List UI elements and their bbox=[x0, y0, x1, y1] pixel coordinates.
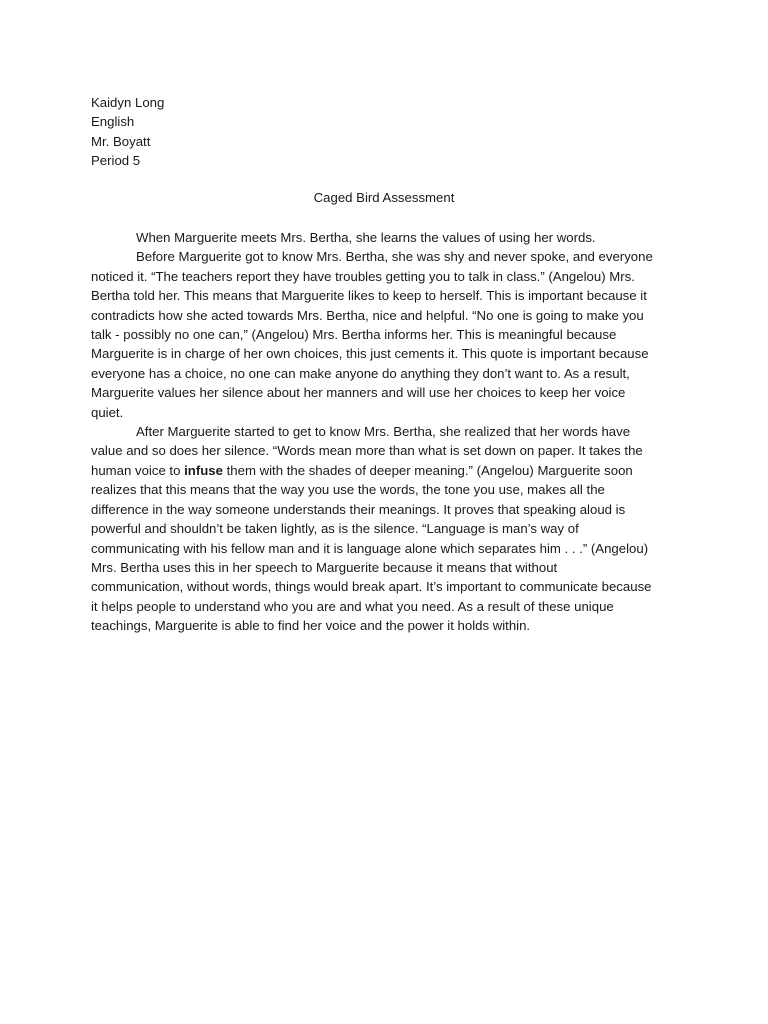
document-title: Caged Bird Assessment bbox=[313, 190, 455, 205]
text-line: Bertha told her. This means that Marguerite likes to keep to herself. This is important because it bbox=[91, 288, 647, 304]
text-line: it helps people to understand who you are and what you need. As a result of these unique bbox=[91, 598, 614, 614]
text-fragment: human voice to bbox=[91, 462, 185, 478]
paragraph-second-body bbox=[91, 422, 681, 635]
text-line: Marguerite values her silence about her manners and will use her choices to keep her voice bbox=[91, 385, 626, 401]
text-line: communicating with his fellow man and it is language alone which separates him . . .” (Angelou) bbox=[91, 540, 649, 556]
text-line: value and so does her silence. “Words mean more than what is set down on paper. It takes the bbox=[91, 443, 643, 459]
essay-body bbox=[91, 228, 681, 636]
text-line: noticed it. “The teachers report they have troubles getting you to talk in class.” (Angelou) Mrs. bbox=[91, 268, 635, 284]
text-line: quiet. bbox=[91, 404, 124, 420]
text-line: contradicts how she acted towards Mrs. Bertha, nice and helpful. “No one is going to make you bbox=[91, 307, 644, 323]
text-line: After Marguerite started to get to know Mrs. Bertha, she realized that her words have bbox=[136, 424, 631, 440]
text-line: powerful and shouldn’t be taken lightly, as is the silence. “Language is man’s way of bbox=[91, 521, 579, 537]
text-line: difference in the way someone understands their meanings. It proves that speaking aloud is bbox=[91, 501, 626, 517]
text-line: communication, without words, things would break apart. It’s important to communicate because bbox=[91, 579, 652, 595]
text-line: realizes that this means that the way you use the words, the tone you use, makes all the bbox=[91, 482, 605, 498]
text-fragment: them with the shades of deeper meaning.” (Angelou) Marguerite soon bbox=[222, 462, 633, 478]
student-name: Kaidyn Long bbox=[91, 95, 165, 110]
text-line: talk - possibly no one can,” (Angelou) Mrs. Bertha informs her. This is meaningful because bbox=[91, 327, 617, 343]
text-line bbox=[91, 461, 681, 480]
class-period: Period 5 bbox=[91, 153, 141, 169]
bold-word: infuse bbox=[184, 462, 223, 478]
text-line: everyone has a choice, no one can make anyone do anything they don’t want to. As a result, bbox=[91, 365, 630, 381]
text-line: Marguerite is in charge of her own choices, this just cements it. This quote is important because bbox=[91, 346, 649, 362]
subject-name: English bbox=[91, 114, 135, 130]
text-line: When Marguerite meets Mrs. Bertha, she learns the values of using her words. bbox=[136, 230, 596, 245]
text-line: Before Marguerite got to know Mrs. Bertha, she was shy and never spoke, and everyone bbox=[136, 249, 653, 265]
teacher-name: Mr. Boyatt bbox=[91, 133, 151, 149]
student-header bbox=[91, 93, 164, 171]
text-line: Mrs. Bertha uses this in her speech to Marguerite because it means that without bbox=[91, 559, 558, 575]
paragraph-intro bbox=[91, 228, 681, 247]
paragraph-first-body bbox=[91, 247, 681, 422]
text-line: teachings, Marguerite is able to find her voice and the power it holds within. bbox=[91, 618, 531, 634]
